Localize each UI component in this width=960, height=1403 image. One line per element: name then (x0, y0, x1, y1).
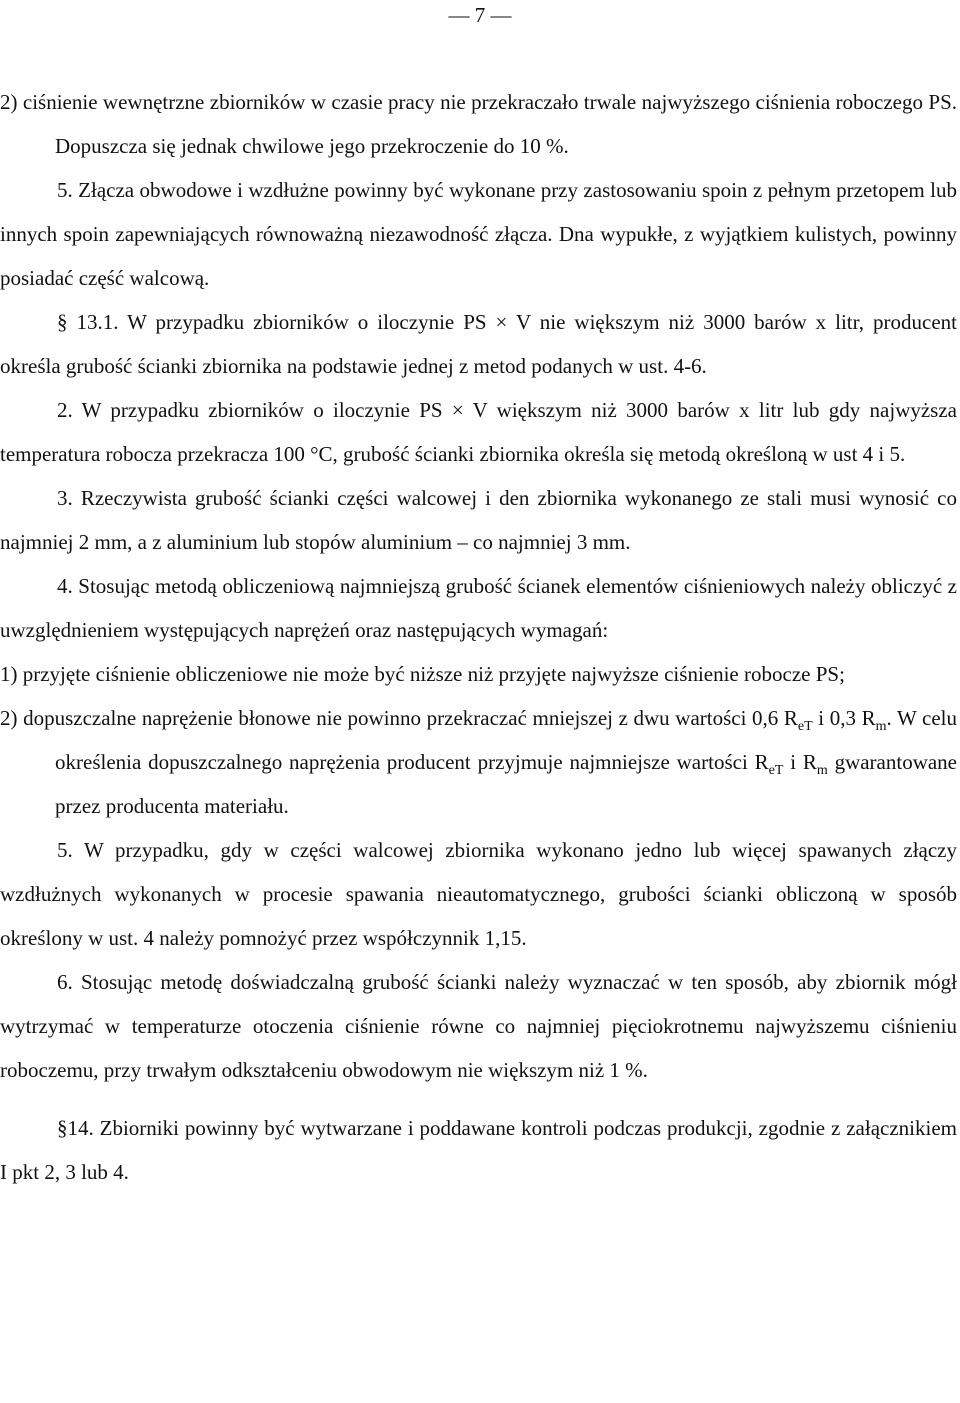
text-segment: i 0,3 R (812, 706, 876, 730)
text-segment: gwarantowane przez producenta materiału. (55, 750, 958, 818)
paragraph-section-13-2: 2. W przypadku zbiorników o iloczynie PS × V większym niż 3000 barów x litr lub gdy najwyższa temperatura robocza przekracza 100 °C, grubość ścianki zbiornika określa się metodą określoną w ust 4 i 5. (0, 398, 957, 466)
subscript: m (875, 719, 887, 734)
list-item-design-pressure: 1) przyjęte ciśnienie obliczeniowe nie może być niższe niż przyjęte najwyższe ciśnienie robocze PS; (0, 662, 845, 686)
paragraph-section-13-5: 5. W przypadku, gdy w części walcowej zbiornika wykonano jedno lub więcej spawanych złączy wzdłużnych wykonanych w procesie spawania nieautomatycznego, grubości ścianki obliczoną w sposób określony w ust. 4 należy pomnożyć przez współczynnik 1,15. (0, 838, 957, 950)
paragraph-section-13-3: 3. Rzeczywista grubość ścianki części walcowej i den zbiornika wykonanego ze stali musi wynosić co najmniej 2 mm, a z aluminium lub stopów aluminium – co najmniej 3 mm. (0, 486, 957, 554)
list-item-membrane-stress (0, 696, 957, 828)
paragraph-section-13-6: 6. Stosując metodę doświadczalną grubość ścianki należy wyznaczać w ten sposób, aby zbiornik mógł wytrzymać w temperaturze otoczenia ciśnienie równe co najmniej pięciokrotnemu najwyższemu ciśnieniu roboczemu, przy trwałym odkształceniu obwodowym nie większym niż 1 %. (0, 970, 957, 1082)
paragraph-welds: 5. Złącza obwodowe i wzdłużne powinny być wykonane przy zastosowaniu spoin z pełnym przetopem lub innych spoin zapewniających równoważną niezawodność złącza. Dna wypukłe, z wyjątkiem kulistych, powinny posiadać część walcową. (0, 178, 957, 290)
subscript: m (816, 763, 828, 778)
text-segment: i R (783, 750, 817, 774)
paragraph-section-13-1: § 13.1. W przypadku zbiorników o iloczynie PS × V nie większym niż 3000 barów x litr, producent określa grubość ścianki zbiornika na podstawie jednej z metod podanych w ust. 4-6. (0, 310, 957, 378)
paragraph-section-13-4: 4. Stosując metodą obliczeniową najmniejszą grubość ścianek elementów ciśnieniowych należy obliczyć z uwzględnieniem występujących naprężeń oraz następujących wymagań: (0, 574, 957, 642)
paragraph-section-14: §14. Zbiorniki powinny być wytwarzane i poddawane kontroli podczas produkcji, zgodnie z załącznikiem I pkt 2, 3 lub 4. (0, 1116, 957, 1184)
text-segment: 2) dopuszczalne naprężenie błonowe nie powinno przekraczać mniejszej z dwu wartości 0,6 R (0, 706, 798, 730)
page-number: — 7 — (448, 3, 512, 27)
paragraph-pressure-limit: 2) ciśnienie wewnętrzne zbiorników w czasie pracy nie przekraczało trwale najwyższego ciśnienia roboczego PS. Dopuszcza się jednak chwilowe jego przekroczenie do 10 %. (0, 90, 957, 158)
text-segment: . W celu określenia dopuszczalnego naprężenia producent przyjmuje najmniejsze wartości R (55, 706, 957, 774)
document-body (0, 80, 957, 1194)
subscript: eT (768, 763, 784, 778)
subscript: eT (797, 719, 813, 734)
